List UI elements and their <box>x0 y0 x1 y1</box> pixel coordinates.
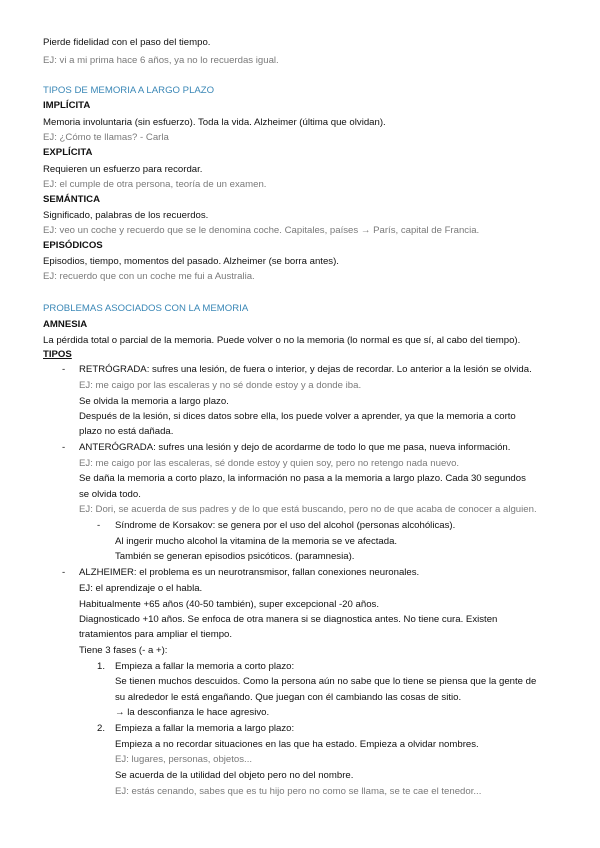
example-line: EJ: Dori, se acuerda de sus padres y de lo que está buscando, pero no de que acaba de conocer a alguien. <box>79 504 537 515</box>
text-line: Habitualmente +65 años (40-50 también), super excepcional -20 años. <box>79 599 379 610</box>
text-line: tratamientos para ampliar el tiempo. <box>79 629 233 640</box>
list-item: Síndrome de Korsakov: se genera por el uso del alcohol (personas alcohólicas). <box>115 520 456 531</box>
text-line: Se olvida la memoria a largo plazo. <box>79 396 229 407</box>
subheading-implicita: IMPLÍCITA <box>43 100 91 111</box>
section-heading: PROBLEMAS ASOCIADOS CON LA MEMORIA <box>43 303 249 314</box>
text-line: Tiene 3 fases (- a +): <box>79 645 168 656</box>
list-dash: - <box>62 364 66 375</box>
example-line: EJ: vi a mi prima hace 6 años, ya no lo recuerdas igual. <box>43 55 279 66</box>
text-line: Empieza a no recordar situaciones en las que ha estado. Empieza a olvidar nombres. <box>115 739 479 750</box>
list-dash: - <box>62 442 66 453</box>
numbered-marker: 1. <box>97 661 106 672</box>
subheading-episodicos: EPISÓDICOS <box>43 240 103 251</box>
example-line: EJ: estás cenando, sabes que es tu hijo pero no como se llama, se te cae el tenedor... <box>115 786 482 797</box>
numbered-marker: 2. <box>97 723 106 734</box>
sublist-dash: - <box>97 520 101 531</box>
text-line: Significado, palabras de los recuerdos. <box>43 210 209 221</box>
example-line: EJ: el cumple de otra persona, teoría de un examen. <box>43 179 267 190</box>
text-line: Se tienen muchos descuidos. Como la persona aún no sabe que lo tiene se piensa que la gente de <box>115 676 537 687</box>
text-line: Episodios, tiempo, momentos del pasado. Alzheimer (se borra antes). <box>43 256 339 267</box>
text-line: Al ingerir mucho alcohol la vitamina de la memoria se ve afectada. <box>115 536 398 547</box>
list-item: Empieza a fallar la memoria a largo plazo: <box>115 723 295 734</box>
text-line: Se daña la memoria a corto plazo, la información no pasa a la memoria a largo plazo. Cada 30 segundos <box>79 473 526 484</box>
subheading-semantica: SEMÁNTICA <box>43 194 101 205</box>
example-line: EJ: me caigo por las escaleras, sé donde estoy y quien soy, pero no retengo nada nuevo. <box>79 458 460 469</box>
text-line: EJ: el aprendizaje o el habla. <box>79 583 203 594</box>
section-heading: TIPOS DE MEMORIA A LARGO PLAZO <box>43 85 215 96</box>
example-line: EJ: ¿Cómo te llamas? - Carla <box>43 132 169 143</box>
text-line: También se generan episodios psicóticos. (paramnesia). <box>115 551 355 562</box>
list-item: ALZHEIMER: el problema es un neurotransmisor, fallan conexiones neuronales. <box>79 567 420 578</box>
example-line: EJ: lugares, personas, objetos... <box>115 754 253 765</box>
list-item: Empieza a fallar la memoria a corto plazo: <box>115 661 295 672</box>
example-line: EJ: recuerdo que con un coche me fui a Australia. <box>43 271 255 282</box>
text-line: La pérdida total o parcial de la memoria. Puede volver o no la memoria (lo normal es que sí, al cabo del tiempo). <box>43 335 521 346</box>
text-line: Pierde fidelidad con el paso del tiempo. <box>43 37 211 48</box>
text-line: Diagnosticado +10 años. Se enfoca de otra manera si se diagnostica antes. No tiene cura. Existen <box>79 614 498 625</box>
text-line: Memoria involuntaria (sin esfuerzo). Toda la vida. Alzheimer (última que olvidan). <box>43 117 386 128</box>
subheading-tipos: TIPOS <box>43 349 72 360</box>
example-line: EJ: me caigo por las escaleras y no sé donde estoy y a donde iba. <box>79 380 362 391</box>
text-line: se olvida todo. <box>79 489 141 500</box>
text-line: → la desconfianza le hace agresivo. <box>115 707 270 718</box>
list-dash: - <box>62 567 66 578</box>
text-line: Requieren un esfuerzo para recordar. <box>43 164 203 175</box>
text-line: plazo no está dañada. <box>79 426 174 437</box>
subheading-amnesia: AMNESIA <box>43 319 88 330</box>
text-line: su alrededor le está engañando. Que juegan con él cambiando las cosas de sitio. <box>115 692 462 703</box>
subheading-explicita: EXPLÍCITA <box>43 147 93 158</box>
text-line: Se acuerda de la utilidad del objeto pero no del nombre. <box>115 770 354 781</box>
text-line: Después de la lesión, si dices datos sobre ella, los puede volver a aprender, ya que la memoria a corto <box>79 411 516 422</box>
list-item: ANTERÓGRADA: sufres una lesión y dejo de acordarme de todo lo que me pasa, nueva información. <box>79 442 511 453</box>
example-line: EJ: veo un coche y recuerdo que se le denomina coche. Capitales, países → París, capital de Francia. <box>43 225 480 236</box>
list-item: RETRÓGRADA: sufres una lesión, de fuera o interior, y dejas de recordar. Lo anterior a la lesión se olvida. <box>79 364 532 375</box>
